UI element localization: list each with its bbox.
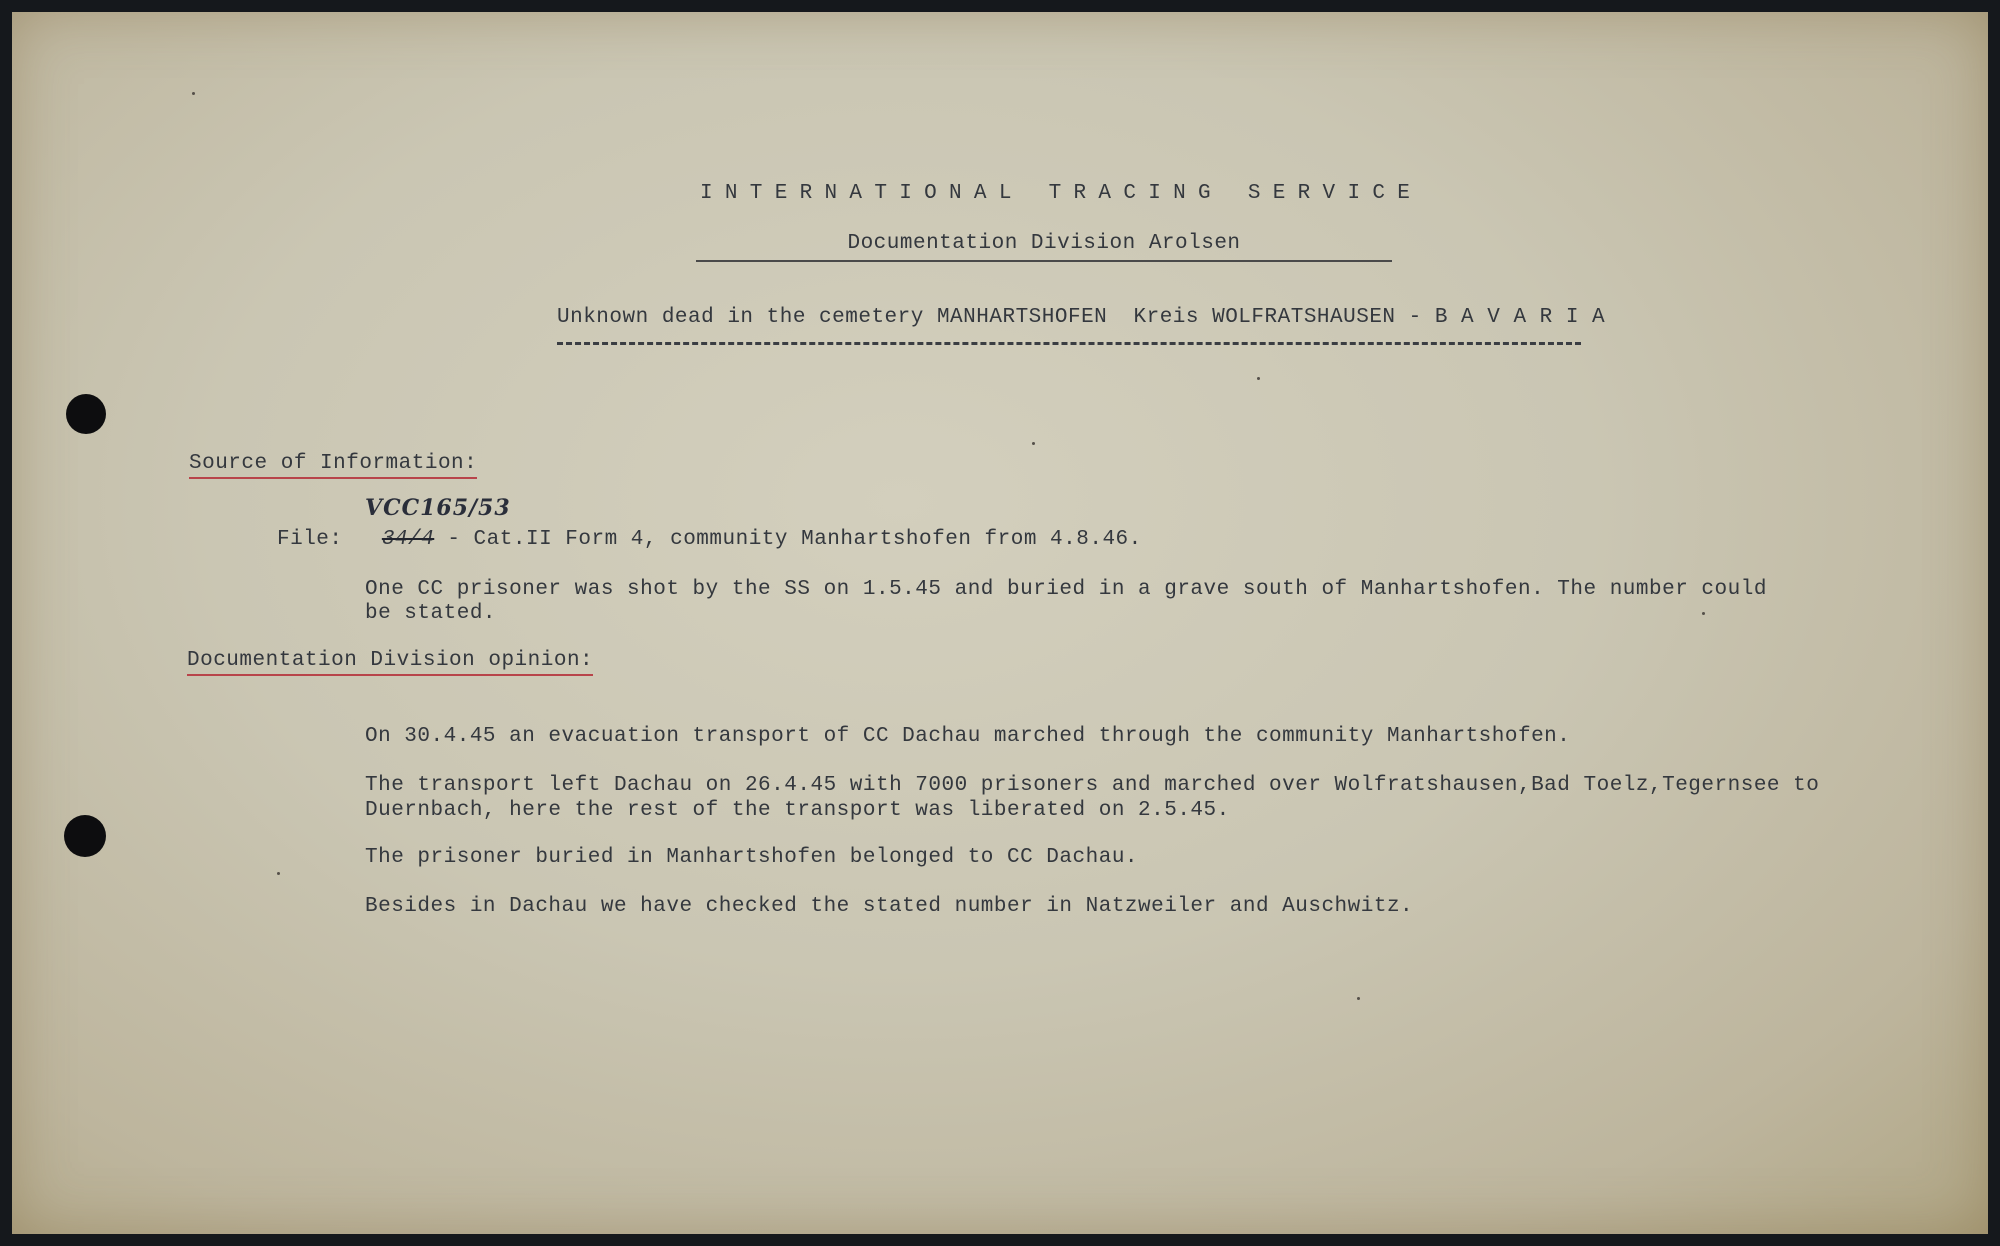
- opinion-paragraph-4: Besides in Dachau we have checked the stated number in Natzweiler and Auschwitz.: [365, 895, 1414, 918]
- paper-speck: [277, 872, 280, 875]
- division-subtitle: Documentation Division Arolsen: [696, 232, 1392, 262]
- opinion-paragraph-2-line1: The transport left Dachau on 26.4.45 with 7000 prisoners and marched over Wolfratshausen,Bad Toelz,Tegernsee to: [365, 774, 1820, 797]
- subject-line: Unknown dead in the cemetery MANHARTSHOFEN Kreis WOLFRATSHAUSEN - B A V A R I A: [557, 306, 1606, 329]
- opinion-heading: Documentation Division opinion:: [187, 649, 593, 676]
- source-heading: Source of Information:: [189, 452, 477, 479]
- source-paragraph-line1: One CC prisoner was shot by the SS on 1.5.45 and buried in a grave south of Manhartshofen. The number could: [365, 578, 1767, 601]
- paper-speck: [192, 92, 195, 95]
- struck-file-number: 34/4: [381, 528, 435, 551]
- handwritten-reference: VCC165/53: [365, 495, 511, 521]
- file-label: File:: [277, 528, 343, 551]
- source-paragraph-line2: be stated.: [365, 602, 497, 625]
- dashed-underline: [557, 342, 1581, 345]
- paper-speck: [1257, 377, 1260, 380]
- opinion-paragraph-3: The prisoner buried in Manhartshofen belonged to CC Dachau.: [365, 846, 1139, 869]
- paper-speck: [1032, 442, 1035, 445]
- file-line: [277, 528, 1142, 552]
- paper-speck: [1357, 997, 1360, 1000]
- opinion-paragraph-1: On 30.4.45 an evacuation transport of CC Dachau marched through the community Manhartshofen.: [365, 725, 1571, 748]
- punch-hole-bottom: [64, 815, 106, 857]
- punch-hole-top: [66, 394, 106, 434]
- paper-speck: [1702, 612, 1705, 615]
- opinion-paragraph-2-line2: Duernbach, here the rest of the transport was liberated on 2.5.45.: [365, 799, 1230, 822]
- document-title: INTERNATIONAL TRACING SERVICE: [700, 182, 1423, 205]
- file-text: - Cat.II Form 4, community Manhartshofen from 4.8.46.: [434, 528, 1142, 551]
- document-page: [12, 12, 1988, 1234]
